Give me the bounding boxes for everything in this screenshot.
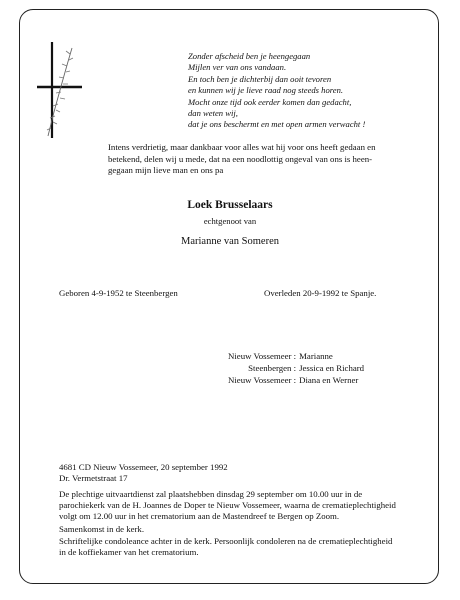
relatives-list — [228, 350, 364, 386]
deceased-name: Loek Brusselaars — [187, 199, 273, 211]
address-line: Dr. Vermetstraat 17 — [59, 473, 128, 484]
intro-line: gegaan mijn lieve man en ons pa — [108, 165, 224, 176]
poem-line: Mijlen ver van ons vandaan. — [188, 62, 287, 73]
poem-line: dan weten wij, — [188, 108, 238, 119]
announcement-intro — [108, 142, 408, 177]
spouse-label: echtgenoot van — [203, 216, 257, 226]
relative-row — [228, 362, 364, 374]
poem-line: en kunnen wij je lieve raad nog steeds horen. — [188, 85, 344, 96]
service-line: parochiekerk van de H. Joannes de Doper te Nieuw Vossemeer, waarna de crematieplechtigheid — [59, 500, 396, 511]
address-line: 4681 CD Nieuw Vossemeer, 20 september 1992 — [59, 462, 228, 472]
relative-names: Jessica en Richard — [299, 363, 365, 373]
poem-line: Zonder afscheid ben je heengegaan — [188, 51, 311, 61]
condolence-line: Schriftelijke condoleance achter in de kerk. Persoonlijk condoleren na de crematieplechtigheid — [59, 535, 393, 546]
relative-place: Nieuw Vossemeer : — [228, 351, 297, 361]
spouse-name: Marianne van Someren — [181, 236, 279, 247]
service-details — [59, 489, 396, 558]
relative-row — [228, 350, 364, 362]
death-date: Overleden 20-9-1992 te Spanje. — [264, 288, 377, 298]
gathering-note: Samenkomst in de kerk. — [59, 523, 145, 534]
relative-row — [228, 374, 364, 386]
condolence-line: in de koffiekamer van het crematorium. — [59, 547, 199, 558]
intro-line: Intens verdrietig, maar dankbaar voor alles wat hij voor ons heeft gedaan en — [108, 142, 376, 152]
service-line: De plechtige uitvaartdienst zal plaatshebben dinsdag 29 september om 10.00 uur in de — [59, 489, 363, 499]
relative-names: Diana en Werner — [299, 375, 359, 385]
relative-place: Steenbergen : — [248, 363, 297, 373]
cross-with-branch-icon — [30, 40, 90, 140]
memorial-poem — [188, 51, 365, 131]
birth-date: Geboren 4-9-1952 te Steenbergen — [59, 288, 178, 298]
correspondence-address — [59, 462, 228, 485]
service-line: volgt om 12.00 uur in het crematorium aan de Mastendreef te Bergen op Zoom. — [59, 511, 340, 522]
relative-place: Nieuw Vossemeer : — [228, 375, 297, 385]
relative-names: Marianne — [299, 351, 333, 361]
poem-line: En toch ben je dichterbij dan ooit tevoren — [188, 73, 332, 84]
intro-line: betekend, delen wij u mede, dat na een noodlottig ongeval van ons is heen- — [108, 153, 373, 164]
poem-line: Mocht onze tijd ook eerder komen dan gedacht, — [188, 96, 352, 107]
poem-line: dat je ons beschermt en met open armen verwacht ! — [188, 119, 366, 130]
